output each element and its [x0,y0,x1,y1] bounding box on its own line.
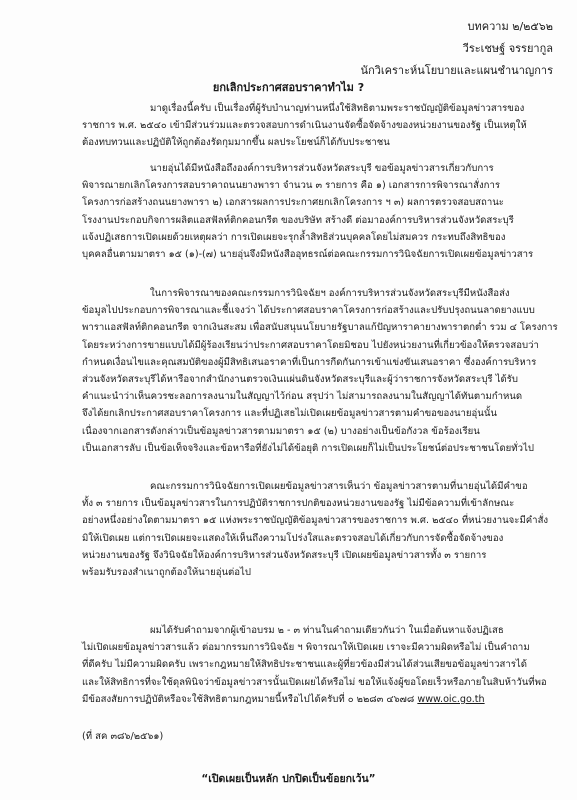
article-title: ยกเลิกประกาศสอบราคาทำไม ? [212,81,365,94]
paragraph-line: ผมได้รับคำถามจากผู้เข้าอบรม ๒ - ๓ ท่านในคำถามเดียวกันว่า ในเมื่อต้นหาแจ้งปฏิเสธ [150,625,504,636]
website-link[interactable]: www.oic.go.th [417,693,485,705]
article-number: บทความ ๒/๒๕๖๒ [467,20,553,33]
paragraph-line: ที่ดีครับ ไม่มีความผิดครับ เพราะกฎหมายให้สิทธิประชาชนและผู้ที่ยวข้องมีส่วนได้ส่วนเสียขอข้อมูลข่าวสารได้ [82,659,527,671]
paragraph-line: พร้อมรับรองสำเนาถูกต้องให้นายอุ่นต่อไป [82,567,251,579]
paragraph-line: ไม่เปิดเผยข้อมูลข่าวสารแล้ว ต่อมากรรมการวินิจฉัย ฯ พิจารณาให้เปิดเผย เราจะมีความผิดหรือไม่ เป็นคำถาม [82,642,530,654]
paragraph-line: ในการพิจารณาของคณะกรรมการวินิจฉัยฯ องค์การบริหารส่วนจังหวัดสระบุรีมีหนังสือส่ง [150,288,510,299]
paragraph-request [82,160,559,263]
paragraph-consideration [82,285,559,457]
author-position: นักวิเคราะห์นโยบายและแผนชำนาญการ [360,64,553,77]
paragraph-line: แจ้งปฏิเสธการเปิดเผยด้วยเหตุผลว่า การเปิดเผยจะรุกล้ำสิทธิส่วนบุคคลโดยไม่สมควร กระทบถึงสิทธิของ [82,231,506,243]
paragraph-line: โดยระหว่างการขายแบบได้มีผู้ร้องเรียนว่าประกาศสอบราคาโดยมิชอบ ไปยังหน่วยงานที่เกี่ยวข้องให้ตรวจสอบว่า [82,339,539,351]
paragraph-qa [82,622,559,708]
paragraph-line: โครงการก่อสร้างถนนยางพารา ๒) เอกสารผลการประกาศยกเลิกโครงการ ฯ ๓) ผลการตรวจสอบสถานะ [82,197,504,209]
paragraph-line: คำแนะนำว่าเห็นควรชะลอการลงนามในสัญญาไว้ก่อน สรุปว่า ไม่สามารถลงนามในสัญญาได้ทันตามกำหนด [82,391,523,403]
author-name: วีระเชษฐ์ จรรยากูล [462,42,553,55]
paragraph-line [14,691,559,708]
paragraph-line: ราชการ พ.ศ. ๒๕๔๐ เข้ามีส่วนร่วมและตรวจสอบการดำเนินงานจัดซื้อจัดจ้างของหน่วยงานของรัฐ เป็นเหตุให้ [82,120,527,132]
paragraph-line: มาดูเรื่องนี้ครับ เป็นเรื่องที่ผู้รับบำนาญท่านหนึ่งใช้สิทธิตามพระราชบัญญัติข้อมูลข่าวสารของ [150,103,525,114]
paragraph-line: และให้สิทธิการที่จะใช้ดุลพินิจว่าข้อมูลข่าวสารนั้นเปิดเผยได้หรือไม่ ขอให้แจ้งผู้ขอโดยเร็วหรือภายในสิบห้าวันที่พอ [82,676,547,688]
closing-slogan: “เปิดเผยเป็นหลัก ปกปิดเป็นข้อยกเว้น” [201,773,376,785]
paragraph-line: เนื่องจากเอกสารดังกล่าวเป็นข้อมูลข่าวสารตามมาตรา ๑๕ (๒) บางอย่างเป็นข้อกังวล ข้อร้องเรียน [82,425,480,437]
paragraph-decision [82,478,559,581]
document-header [361,16,553,82]
paragraph-line: ส่วนจังหวัดสระบุรีได้หารือจากสำนักงานตรวจเงินแผ่นดินจังหวัดสระบุรีและผู้ว่าราชการจังหวัดสระบุรี ได้รับ [82,374,518,386]
paragraph-line: เป็นเอกสารลับ เป็นข้อเท็จจริงและข้อหารือที่ยังไม่ได้ข้อยุติ การเปิดเผยก็ไม่เป็นประโยชน์ต่อประชาชนโดยทั่วไป [82,442,534,454]
paragraph-line: นายอุ่นได้มีหนังสือถึงองค์การบริหารส่วนจังหวัดสระบุรี ขอข้อมูลข่าวสารเกี่ยวกับการ [150,163,494,174]
paragraph-line: กำหนดเงื่อนไขและคุณสมบัติของผู้มีสิทธิเสนอราคาที่เป็นการกีดกันการเข้าแข่งขันเสนอราคา ซึ่งองค์การบริหาร [82,356,537,368]
paragraph-line: หน่วยงานของรัฐ จึงวินิจฉัยให้องค์การบริหารส่วนจังหวัดสระบุรี เปิดเผยข้อมูลข่าวสารทั้ง ๓ รายการ [82,549,487,561]
paragraph-line: ข้อมูลไปประกอบการพิจารณาและชี้แจงว่า ได้ประกาศสอบราคาโครงการก่อสร้างและปรับปรุงถนนลาดยางแบบ [82,305,535,317]
paragraph-line: บุคคลอื่นตามมาตรา ๑๕ (๑)-(๗) นายอุ่นจึงมีหนังสืออุทธรณ์ต่อคณะกรรมการวินิจฉัยการเปิดเผยข้อมูลข่าวสาร [82,249,534,261]
paragraph-line: มิให้เปิดเผย แต่การเปิดเผยจะแสดงให้เห็นถึงความโปร่งใสและตรวจสอบได้เกี่ยวกับการจัดซื้อจัดจ้างของ [82,532,504,544]
paragraph-text: มีข้อสงสัยการปฏิบัติหรือจะใช้สิทธิตามกฎหมายนี้หรือไปได้ครับที่ ๐ ๒๒๘๓ ๔๖๗๘ [82,693,415,705]
paragraph-line: ทั้ง ๓ รายการ เป็นข้อมูลข่าวสารในการปฏิบัติราชการปกติของหน่วยงานของรัฐ ไม่มีข้อความที่เข้าลักษณะ [82,498,515,510]
paragraph-line: พาราแอสฟัลท์ติกคอนกรีต จากเงินสะสม เพื่อสนับสนุนนโยบายรัฐบาลแก้ปัญหาราคายางพาราตกต่ำ รวม ๔ โครงการ [82,322,558,334]
paragraph-intro [82,100,559,152]
paragraph-line: พิจารณายกเลิกโครงการสอบราคาถนนยางพารา จำนวน ๓ รายการ คือ ๑) เอกสารการพิจารณาสั่งการ [82,180,500,192]
paragraph-line: โรงงานประกอบกิจการผลิตแอสฟัลท์ติกคอนกรีต ของบริษัท สร้างดี ต่อมาองค์การบริหารส่วนจังหวัดสระบุรี [82,214,514,226]
paragraph-line: ต้องทบทวนและปฏิบัติให้ถูกต้องรัดกุมมากขึ้น ผลประโยชน์ก็ได้กับประชาชน [82,137,390,149]
reference-number: (ที่ สค ๓๘๖/๒๕๖๑) [82,731,164,742]
paragraph-line: คณะกรรมการวินิจฉัยการเปิดเผยข้อมูลข่าวสารเห็นว่า ข้อมูลข่าวสารตามที่นายอุ่นได้มีคำขอ [150,481,528,492]
paragraph-line: จึงได้ยกเลิกประกาศสอบราคาโครงการ และที่ปฏิเสธไม่เปิดเผยข้อมูลข่าวสารตามคำขอของนายอุ่นนั้น [82,408,497,420]
paragraph-line: อย่างหนึ่งอย่างใดตามมาตรา ๑๕ แห่งพระราชบัญญัติข้อมูลข่าวสารของราชการ พ.ศ. ๒๕๔๐ ที่หน่วยงานจะมีคำสั่ง [82,515,549,527]
